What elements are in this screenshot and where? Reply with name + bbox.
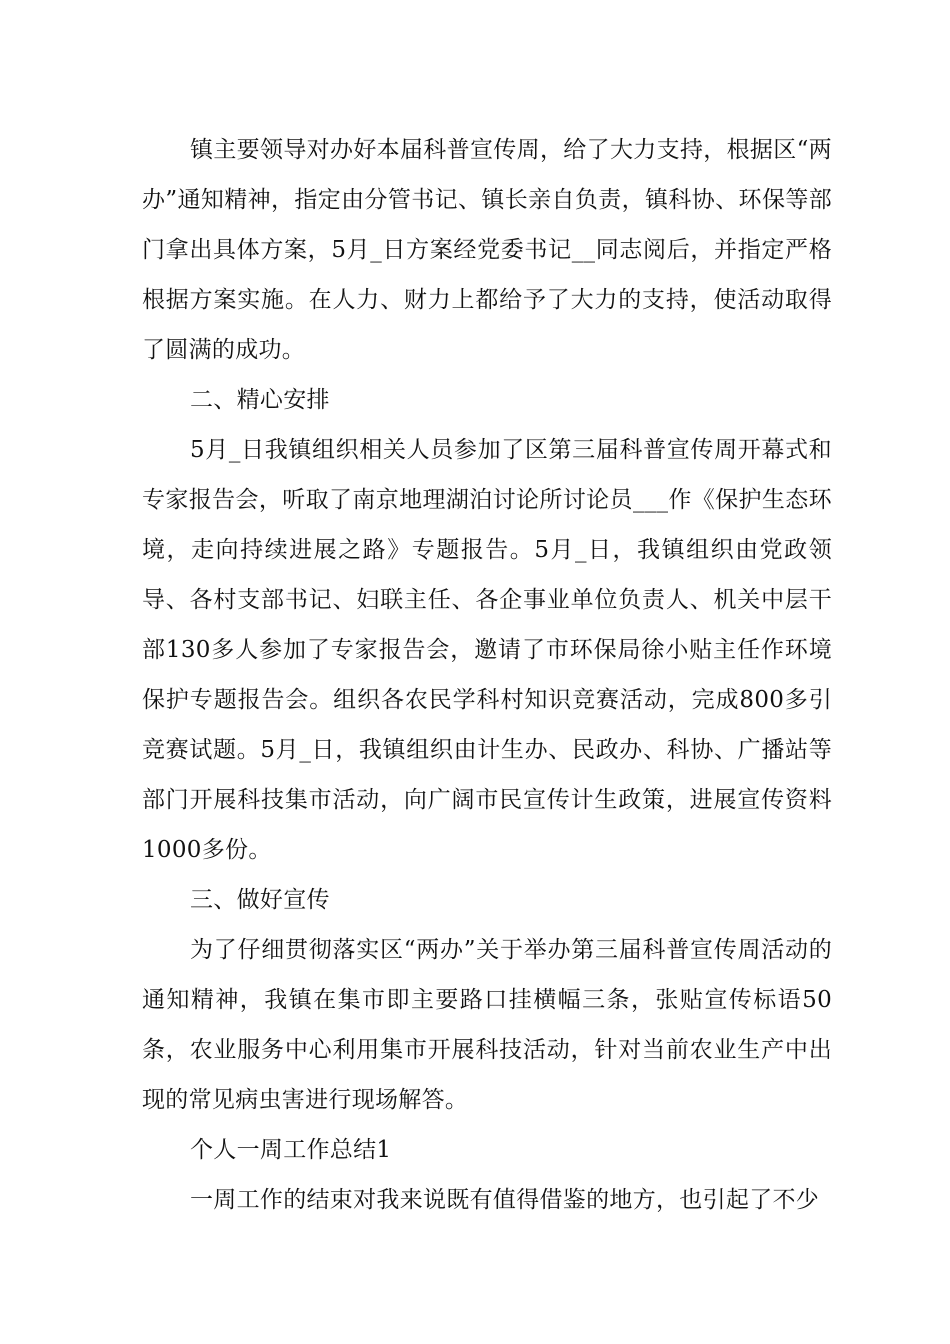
document-page (142, 125, 832, 1225)
paragraph-publicity: 为了仔细贯彻落实区“两办”关于举办第三届科普宣传周活动的通知精神，我镇在集市即主要路口挂横幅三条，张贴宣传标语50条，农业服务中心利用集市开展科技活动，针对当前农业生产中出现的常见病虫害进行现场解答。 (142, 937, 832, 1113)
section-heading-careful-arrangement: 二、精心安排 (190, 387, 330, 413)
paragraph-activities: 5月_日我镇组织相关人员参加了区第三届科普宣传周开幕式和专家报告会，听取了南京地理湖泊讨论所讨论员___作《保护生态环境，走向持续进展之路》专题报告。5月_日，我镇组织由党政领导、各村支部书记、妇联主任、各企事业单位负责人、机关中层干部130多人参加了专家报告会，邀请了市环保局徐小贴主任作环境保护专题报告会。组织各农民学科村知识竞赛活动，完成800多引竞赛试题。5月_日，我镇组织由计生办、民政办、科协、广播站等部门开展科技集市活动，向广阔市民宣传计生政策，进展宣传资料1000多份。 (142, 437, 832, 863)
section-heading-weekly-summary: 个人一周工作总结1 (190, 1137, 392, 1163)
paragraph-weekly-summary: 一周工作的结束对我来说既有值得借鉴的地方，也引起了不少 (190, 1187, 820, 1213)
paragraph-leadership-support: 镇主要领导对办好本届科普宣传周，给了大力支持，根据区“两办”通知精神，指定由分管书记、镇长亲自负责，镇科协、环保等部门拿出具体方案，5月_日方案经党委书记__同志阅后，并指定严格根据方案实施。在人力、财力上都给予了大力的支持，使活动取得了圆满的成功。 (142, 137, 832, 363)
section-heading-publicity: 三、做好宣传 (190, 887, 330, 913)
